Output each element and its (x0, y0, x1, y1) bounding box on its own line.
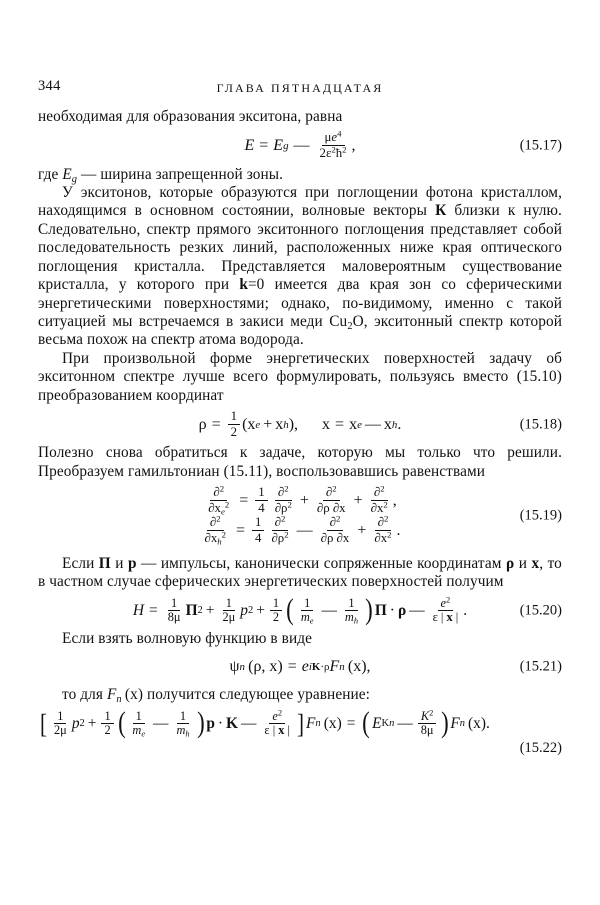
paragraph-resulting-equation-prefix: то для (62, 686, 104, 704)
paragraph-resulting-equation-suffix: получится следующее уравнение: (146, 686, 371, 704)
equation-15-21-number: (15.21) (519, 658, 562, 675)
equation-15-19 (38, 483, 562, 547)
document-page (38, 78, 562, 757)
paragraph-hamiltonian-transform-text: Полезно снова обратиться к задаче, которую мы только что решили. Преобразуем гамильтониан (15.11), воспользовавшись равенствами (38, 444, 562, 480)
equation-15-18-number: (15.18) (519, 416, 562, 433)
paragraph-hamiltonian-transform (38, 444, 562, 481)
equation-15-19-line1: $\frac{\partial^2}{\partial x_e^2}$ = $\frac{1}{4}$ $\frac{\partial^2}{\partial\rho^2}$ + $\frac{\partial^2}{\partial\rho \partial x}$ + $\frac{\partial^2}{\partial x^2}$ , (208, 483, 397, 517)
paragraph-momenta: Если П и p — импульсы, канонически сопряженные координатам ρ и x, то в частном случае сферических энергетических поверхностей получим (38, 555, 562, 591)
paragraph-wavefunction-text: Если взять волновую функцию в виде (62, 630, 313, 648)
paragraph-wavefunction (38, 630, 562, 648)
equation-15-20-body: H = $\frac{1}{8\mu}$ П 2 + $\frac{1}{2\mu}$ p 2 + $\frac{1}{2}$ ( $\frac{1}{m_e}$ — $\frac{1}{m_h}$ ) П · ρ — $\frac{e^2}{\varepsilon | x |}$ . (132, 594, 468, 627)
equation-15-22 (38, 707, 562, 757)
equation-15-20 (38, 594, 562, 627)
paragraph-excitons: У экситонов, которые образуются при поглощении фотона кристаллом, находящимся в основном состоянии, волновые векторы К близки к нулю. Следовательно, спектр прямого экситонного поглощения представляет собой последовательность резких линий, расположенных ниже края оптического поглощения кристалла. Представляется маловероятным существование кристалла, у которого при k=0 имеется два края зон со сферическими энергетическими поверхностями; однако, по-видимому, именно с такой ситуацией мы встречаемся в закиси меди $Cu_2O$, экситонный спектр которой весьма похож на спектр атома водорода. (38, 184, 562, 349)
equation-15-19-number: (15.19) (519, 507, 562, 524)
equation-15-19-line2: $\frac{\partial^2}{\partial x_h^2}$ = $\frac{1}{4}$ $\frac{\partial^2}{\partial\rho^2}$ — $\frac{\partial^2}{\partial\rho \partial x}$ + $\frac{\partial^2}{\partial x^2}$ . (204, 513, 401, 547)
paragraph-momenta-a: Если (62, 555, 95, 573)
paragraph-excitons-b: близки к нулю. Следовательно, спектр прямого экситонного поглощения представляет собой последовательность резких линий, расположенных ниже края оптического поглощения кристалла. Представляется маловероятным существование кристалла, у которого при (38, 202, 562, 294)
paragraph-momenta-c: — импульсы, канонически сопряженные координатам (141, 555, 502, 573)
running-head (38, 78, 562, 100)
chapter-title: ГЛАВА ПЯТНАДЦАТАЯ (216, 81, 384, 95)
paragraph-transform-coords (38, 350, 562, 405)
paragraph-excitons-c: имеется два края зон со сферическими энергетическими поверхностями; однако, по-видимому, именно с такой ситуацией мы встречаемся в закиси меди (38, 276, 562, 330)
page-number: 344 (38, 78, 61, 94)
paragraph-excitons-d: , экситонный спектр которой весьма похож на спектр атома водорода. (38, 312, 562, 349)
equation-15-17-body: E = E g — $\frac{\mu e^4}{2\varepsilon^2ħ^2}$ , (244, 128, 356, 161)
equation-15-21 (38, 653, 562, 681)
equation-15-21-body: ψ n (ρ, x) = e iK·ρ F n (x) , (229, 658, 371, 676)
paragraph-excitons-a: У экситонов, которые образуются при поглощении фотона кристаллом, находящимся в основном состоянии, волновые векторы (38, 184, 562, 220)
equation-15-17-number: (15.17) (519, 137, 562, 154)
equation-15-18-body: ρ = $\frac{1}{2}$ (x e + x h ), x = x e — x h . (198, 408, 402, 439)
paragraph-momenta-e: , то в частном случае сферических энергетических поверхностей получим (38, 555, 562, 591)
paragraph-eg-suffix: — ширина запрещенной зоны. (81, 165, 284, 183)
equation-15-18 (38, 410, 562, 439)
paragraph-eg-definition: где $E_g$ — ширина запрещенной зоны. (38, 165, 284, 185)
equation-15-22-body: [ $\frac{1}{2\mu}$ p 2 + $\frac{1}{2}$ ( $\frac{1}{m_e}$ — $\frac{1}{m_h}$ ) p · K — $\frac{e^2}{\varepsilon | x |}$ ] F n (x) = ( E Kn — $\frac{K^2}{8\mu}$ ) F n (x) . (39, 707, 490, 740)
paragraph-transform-coords-text: При произвольной форме энергетических поверхностей задачу об экситонном спектре лучше всего формулировать, пользуясь вместо (15.10) преобразованием координат (38, 349, 562, 404)
paragraph-eg-prefix: где (38, 165, 59, 183)
paragraph-intro (38, 108, 562, 126)
paragraph-momenta-b: и (115, 555, 124, 573)
equation-15-17 (38, 128, 562, 161)
paragraph-resulting-equation: то для $F_n$ (x) получится следующее уравнение: (62, 686, 371, 706)
equation-15-22-number: (15.22) (519, 740, 562, 757)
paragraph-intro-text: необходимая для образования экситона, равна (38, 108, 343, 125)
equation-15-20-number: (15.20) (519, 602, 562, 619)
paragraph-momenta-d: и (518, 555, 528, 573)
